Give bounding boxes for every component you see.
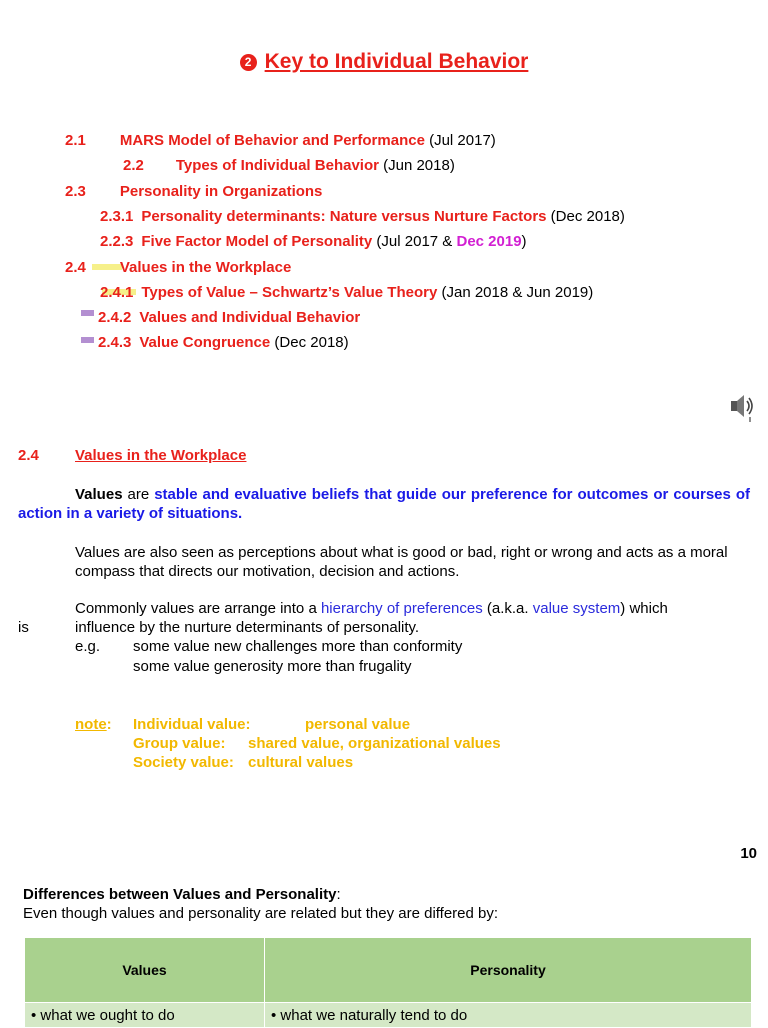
bullet-marker <box>81 310 94 316</box>
table-cell: • what we naturally tend to do <box>265 1003 752 1028</box>
paragraph-hierarchy-is: is <box>18 619 29 636</box>
differences-intro: Even though values and personality are related but they are differed by: <box>23 905 499 922</box>
toc-item-2-3-1: 2.3.1 Personality determinants: Nature versus Nurture Factors (Dec 2018) <box>100 208 625 225</box>
note-row: Individual value: <box>133 716 251 733</box>
note-row-value: cultural values <box>248 754 354 771</box>
page-title-text: Key to Individual Behavior <box>264 50 529 73</box>
column-header-values: Values <box>25 938 265 1003</box>
note-row: Group value: <box>133 735 226 752</box>
page-number: 10 <box>740 845 757 862</box>
note-row-value: personal value <box>305 716 411 733</box>
bullet-marker <box>81 337 94 343</box>
example-label: e.g. <box>75 638 101 655</box>
note-row-value: shared value, organizational values <box>248 735 501 752</box>
note-row: Society value: <box>133 754 234 771</box>
definition-paragraph: Values are stable and evaluative beliefs that guide our preference for outcomes or courses of action in a variety of situations. <box>18 486 750 522</box>
section-heading: Values in the Workplace <box>75 447 247 464</box>
paragraph-hierarchy-line1: Commonly values are arrange into a hierarchy of preferences (a.k.a. value system) which <box>75 600 668 617</box>
title-bullet: 2 <box>240 54 257 71</box>
page-title <box>0 50 768 74</box>
paragraph-perceptions: Values are also seen as perceptions about what is good or bad, right or wrong and acts as a moral compass that directs our motivation, decision and actions. <box>75 544 728 580</box>
toc-item-2-2: 2.2 Types of Individual Behavior (Jun 2018) <box>123 157 455 174</box>
example-item: some value new challenges more than conformity <box>133 638 463 655</box>
toc-item-2-4: 2.4 Values in the Workplace <box>65 259 292 276</box>
definition-term: Values <box>75 486 123 503</box>
section-number: 2.4 <box>18 447 39 464</box>
toc-item-2-3: 2.3 Personality in Organizations <box>65 183 323 200</box>
table-cell: • what we ought to do <box>25 1003 265 1028</box>
toc-item-2-2-3: 2.2.3 Five Factor Model of Personality (Jul 2017 & Dec 2019) <box>100 233 527 250</box>
toc-item-2-1: 2.1 MARS Model of Behavior and Performance (Jul 2017) <box>65 132 496 149</box>
paragraph-hierarchy-line2: influence by the nurture determinants of personality. <box>75 619 420 636</box>
definition-text: stable and evaluative beliefs that guide our preference for outcomes or courses of action in a variety of situations. <box>18 486 750 522</box>
speaker-icon[interactable] <box>730 394 754 416</box>
toc-item-2-4-3: 2.4.3 Value Congruence (Dec 2018) <box>98 334 349 351</box>
example-item: some value generosity more than frugality <box>133 658 412 675</box>
differences-heading: Differences between Values and Personality: <box>23 886 341 903</box>
toc-item-2-4-1: 2.4.1 Types of Value – Schwartz’s Value Theory (Jan 2018 & Jun 2019) <box>100 284 594 301</box>
toc-item-2-4-2: 2.4.2 Values and Individual Behavior <box>98 309 361 326</box>
note-label: note: <box>75 716 112 733</box>
comparison-table <box>24 937 752 1028</box>
column-header-personality: Personality <box>265 938 752 1003</box>
